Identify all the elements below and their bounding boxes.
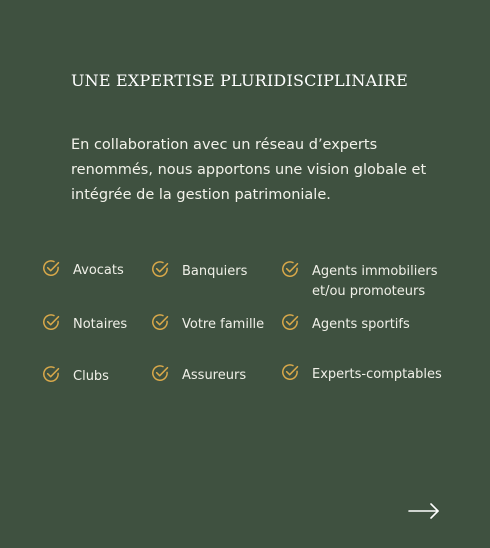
expert-label: Agents immobiliers et/ou promoteurs: [312, 264, 438, 299]
section-title: UNE EXPERTISE PLURIDISCIPLINAIRE: [71, 71, 409, 90]
check-circle-icon: [150, 259, 170, 279]
check-circle-icon: [41, 364, 61, 384]
expert-label: Clubs: [73, 369, 109, 384]
arrow-right-icon[interactable]: [408, 502, 440, 520]
expert-label: Avocats: [73, 263, 124, 278]
expert-item-clubs: [41, 367, 109, 387]
expert-item-votre-famille: [150, 315, 264, 335]
expert-label: Agents sportifs: [312, 317, 410, 332]
expert-label: Votre famille: [182, 317, 265, 332]
expert-label: Experts-comptables: [312, 367, 442, 382]
check-circle-icon: [280, 362, 300, 382]
check-circle-icon: [41, 258, 61, 278]
expert-item-notaires: [41, 315, 127, 335]
expert-item-assureurs: [150, 366, 246, 386]
check-circle-icon: [150, 312, 170, 332]
section-description: En collaboration avec un réseau d’experts renommés, nous apportons une vision globale et intégrée de la gestion patrimoniale.: [71, 137, 427, 203]
expert-item-agents-sportifs: [280, 315, 410, 335]
check-circle-icon: [280, 312, 300, 332]
expert-item-agents-immobiliers: [280, 262, 442, 302]
expert-item-experts-comptables: [280, 365, 442, 385]
check-circle-icon: [41, 312, 61, 332]
check-circle-icon: [280, 259, 300, 279]
expert-label: Assureurs: [182, 368, 247, 383]
expert-item-avocats: [41, 261, 124, 281]
expert-label: Banquiers: [182, 264, 248, 279]
expert-label: Notaires: [73, 317, 128, 332]
expert-item-banquiers: [150, 262, 247, 282]
check-circle-icon: [150, 363, 170, 383]
